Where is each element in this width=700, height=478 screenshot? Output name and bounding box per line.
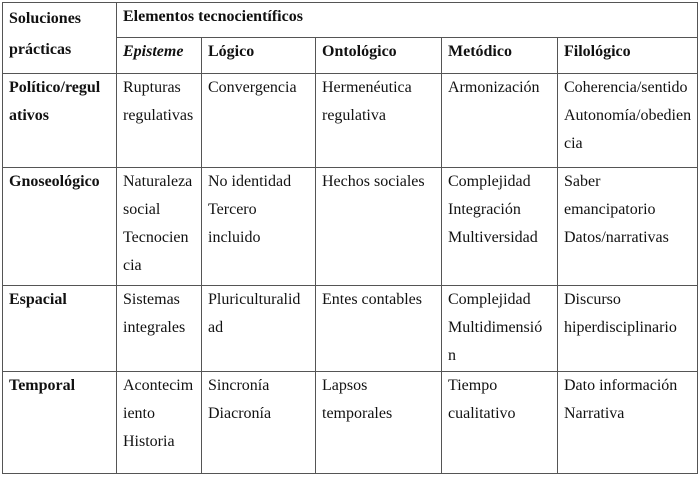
table-cell: Naturaleza social Tecnocien cia — [117, 168, 202, 286]
table-cell: Armonización — [442, 74, 558, 168]
table-cell: Convergencia — [202, 74, 316, 168]
table-cell: Saber emancipatorio Datos/narrativas — [558, 168, 698, 286]
column-header-metodico: Metódico — [442, 38, 558, 74]
table-cell: Hermenéutica regulativa — [316, 74, 442, 168]
row-label: Gnoseológico — [3, 168, 117, 286]
table-row — [3, 168, 698, 286]
row-label: Político/regul ativos — [3, 74, 117, 168]
table-cell: Complejidad Multidimensió n — [442, 286, 558, 372]
table-row — [3, 286, 698, 372]
table-row — [3, 74, 698, 168]
table-cell: Pluriculturalid ad — [202, 286, 316, 372]
table-cell: Dato información Narrativa — [558, 372, 698, 474]
header-group-title: Elementos tecnocientíficos — [117, 3, 698, 38]
table-cell: No identidad Tercero incluido — [202, 168, 316, 286]
table-cell: Complejidad Integración Multiversidad — [442, 168, 558, 286]
table-cell: Hechos sociales — [316, 168, 442, 286]
column-header-logico: Lógico — [202, 38, 316, 74]
table-row — [3, 372, 698, 474]
header-row-group — [3, 3, 698, 38]
table-cell: Lapsos temporales — [316, 372, 442, 474]
column-header-episteme: Episteme — [117, 38, 202, 74]
header-corner: Soluciones prácticas — [3, 3, 117, 74]
table-cell: Coherencia/sentido Autonomía/obedien cia — [558, 74, 698, 168]
elements-table — [2, 2, 698, 474]
table-cell: Rupturas regulativas — [117, 74, 202, 168]
row-label: Temporal — [3, 372, 117, 474]
column-header-ontologico: Ontológico — [316, 38, 442, 74]
table-cell: Discurso hiperdisciplinario — [558, 286, 698, 372]
table-cell: Acontecim iento Historia — [117, 372, 202, 474]
table-cell: Entes contables — [316, 286, 442, 372]
row-label: Espacial — [3, 286, 117, 372]
table-cell: Sistemas integrales — [117, 286, 202, 372]
column-header-filologico: Filológico — [558, 38, 698, 74]
table-cell: Tiempo cualitativo — [442, 372, 558, 474]
table-cell: Sincronía Diacronía — [202, 372, 316, 474]
